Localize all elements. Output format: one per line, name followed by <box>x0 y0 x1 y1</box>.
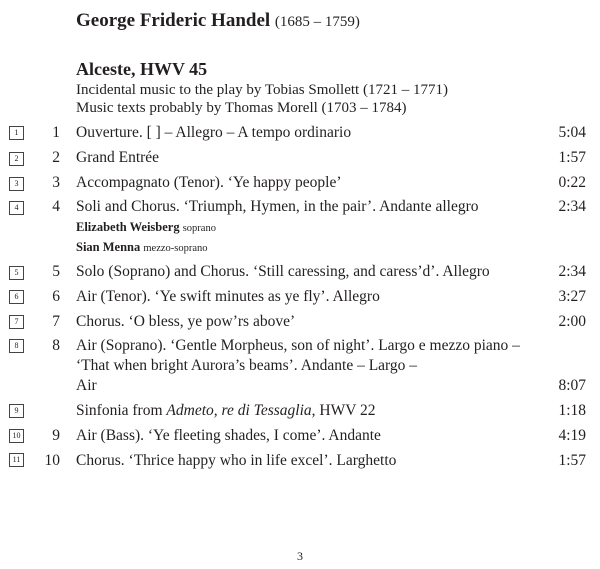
track-number: 5 <box>52 263 60 280</box>
track-number: 3 <box>52 174 60 191</box>
track-number: 6 <box>52 288 60 305</box>
title-suffix: , HWV 22 <box>311 402 376 419</box>
cd-track-box: 4 <box>9 201 24 215</box>
performer-voice: mezzo-soprano <box>143 243 208 254</box>
track-number: 8 <box>52 337 60 354</box>
composer-heading <box>76 10 360 33</box>
track-title <box>76 402 506 420</box>
track-title: Air (Tenor). ‘Ye swift minutes as ye fly’. Allegro <box>76 288 380 305</box>
track-title: Air (Bass). ‘Ye fleeting shades, I come’. Andante <box>76 427 381 444</box>
track-duration: 5:04 <box>558 124 586 141</box>
composer-dates: (1685 – 1759) <box>274 14 360 30</box>
track-duration: 3:27 <box>558 288 586 305</box>
performer-name: Sian Menna <box>76 240 141 254</box>
performer-voice: soprano <box>182 223 216 234</box>
track-duration: 2:34 <box>558 263 586 280</box>
work-subtitle-1: Incidental music to the play by Tobias Smollett (1721 – 1771) <box>76 82 448 98</box>
cd-track-box: 8 <box>9 339 24 353</box>
cd-track-box: 5 <box>9 266 24 280</box>
cd-track-box: 3 <box>9 177 24 191</box>
title-prefix: Sinfonia from <box>76 402 167 419</box>
title-italic: Admeto, re di Tessaglia <box>166 402 312 419</box>
track-title: Solo (Soprano) and Chorus. ‘Still caressing, and caress’d’. Allegro <box>76 263 490 280</box>
track-duration: 1:18 <box>558 402 586 419</box>
track-number: 7 <box>52 313 60 330</box>
track-duration: 2:34 <box>558 198 586 215</box>
cd-track-box: 11 <box>9 453 24 467</box>
work-subtitle-2: Music texts probably by Thomas Morell (1703 – 1784) <box>76 100 407 116</box>
cd-track-box: 7 <box>9 315 24 329</box>
cd-track-box: 10 <box>9 429 24 443</box>
track-title: Chorus. ‘Thrice happy who in life excel’. Larghetto <box>76 452 397 469</box>
track-title-line-2: ‘That when bright Aurora’s beams’. Andante – Largo – <box>76 357 418 374</box>
track-duration: 1:57 <box>558 149 586 166</box>
track-number: 9 <box>52 427 60 444</box>
cd-track-box: 6 <box>9 290 24 304</box>
track-duration: 8:07 <box>558 377 586 394</box>
track-title-line-3: Air <box>76 377 97 394</box>
track-duration: 4:19 <box>558 427 586 444</box>
cd-track-box: 1 <box>9 126 24 140</box>
page-number: 3 <box>297 549 303 563</box>
performer-name: Elizabeth Weisberg <box>76 220 180 234</box>
track-title: Grand Entrée <box>76 149 160 166</box>
performer-credit <box>76 240 208 256</box>
composer-name: George Frideric Handel <box>76 10 271 31</box>
track-duration: 1:57 <box>558 452 586 469</box>
track-number: 1 <box>52 124 60 141</box>
cd-track-box: 2 <box>9 152 24 166</box>
work-title: Alceste, HWV 45 <box>76 59 208 79</box>
track-number: 2 <box>52 149 60 166</box>
track-duration: 0:22 <box>558 174 586 191</box>
cd-track-box: 9 <box>9 404 24 418</box>
track-title: Ouverture. [ ] – Allegro – A tempo ordinario <box>76 124 352 141</box>
track-duration: 2:00 <box>558 313 586 330</box>
track-title: Soli and Chorus. ‘Triumph, Hymen, in the pair’. Andante allegro <box>76 198 479 215</box>
track-title: Chorus. ‘O bless, ye pow’rs above’ <box>76 313 296 330</box>
track-number: 4 <box>52 198 60 215</box>
performer-credit <box>76 220 216 236</box>
track-title: Accompagnato (Tenor). ‘Ye happy people’ <box>76 174 342 191</box>
track-number: 10 <box>44 452 60 469</box>
track-title-line-1: Air (Soprano). ‘Gentle Morpheus, son of night’. Largo e mezzo piano – <box>76 337 520 354</box>
